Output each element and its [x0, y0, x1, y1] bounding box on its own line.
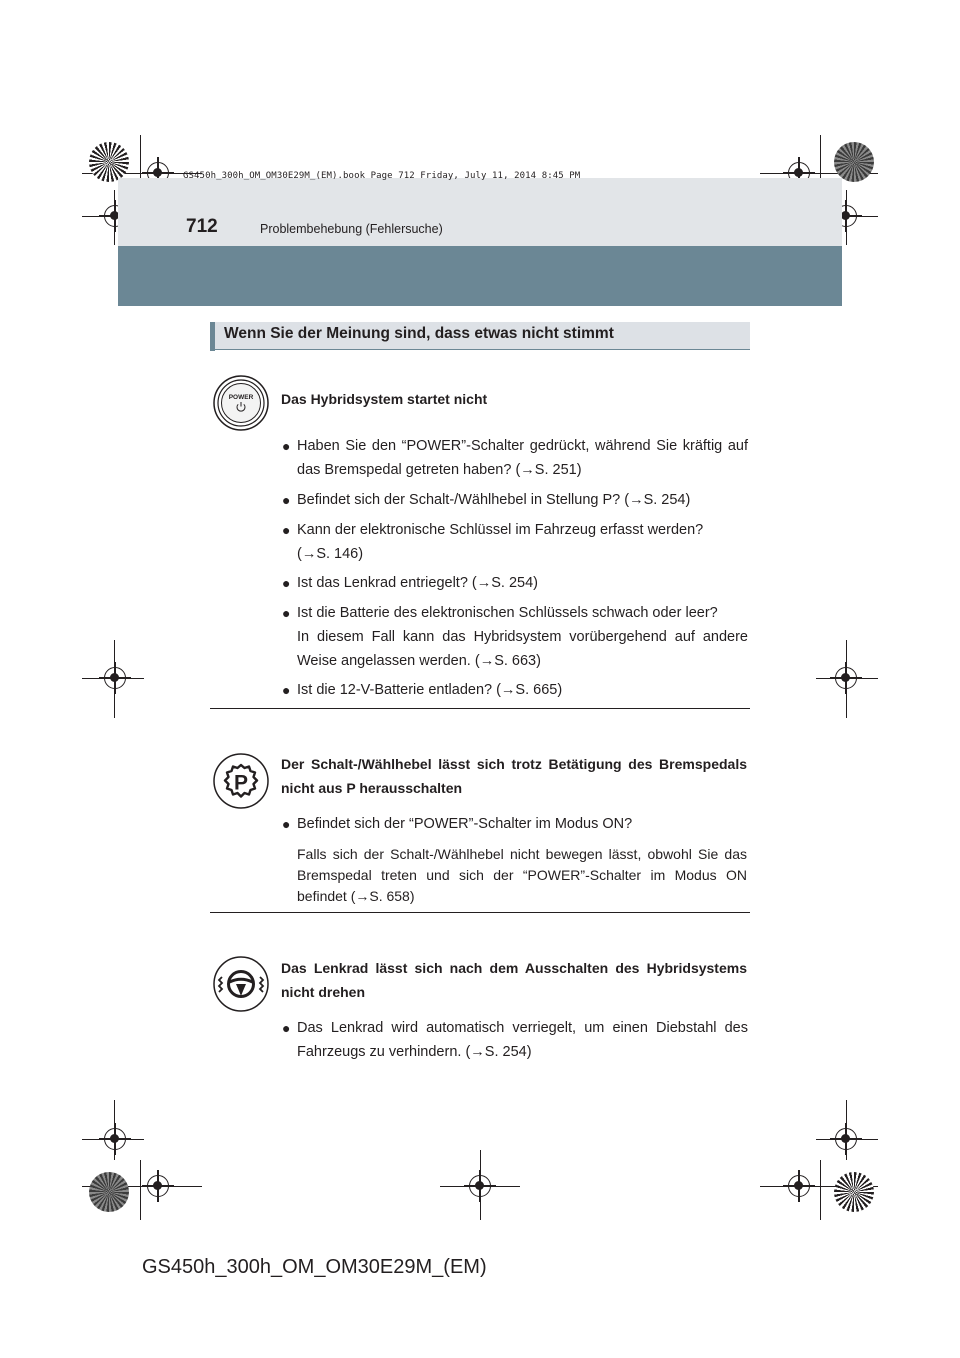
item-title: Der Schalt-/Wählhebel lässt sich trotz Betätigung des Bremspedals nicht aus P herausschalten — [281, 756, 747, 796]
bullet-icon: ● — [282, 682, 291, 698]
bullet-text: Ist die Batterie des elektronischen Schlüssels schwach oder leer? — [297, 605, 718, 621]
item-title: Das Lenkrad lässt sich nach dem Ausschalten des Hybridsystems nicht drehen — [281, 960, 747, 1000]
bullet-icon: ● — [282, 605, 291, 621]
list-item — [282, 678, 748, 702]
registration-cross-icon — [469, 1175, 491, 1197]
bullet-text: Haben Sie den “POWER”-Schalter gedrückt, während Sie kräftig auf das Bremspedal getreten haben? (→S. 251) — [297, 438, 748, 478]
divider — [210, 708, 750, 709]
list-item — [282, 488, 748, 512]
registration-cross-icon — [788, 1175, 810, 1197]
list-item — [282, 571, 748, 595]
bullet-text: Das Lenkrad wird automatisch verriegelt, um einen Diebstahl des Fahrzeugs zu verhindern. (→S. 254) — [297, 1020, 748, 1060]
bullet-text: Befindet sich der “POWER”-Schalter im Modus ON? — [297, 816, 633, 832]
bullet-text: Kann der elektronische Schlüssel im Fahrzeug erfasst werden? (→S. 146) — [297, 522, 704, 562]
registration-cross-icon — [835, 667, 857, 689]
park-gear-icon — [212, 752, 270, 810]
section-heading: Wenn Sie der Meinung sind, dass etwas nicht stimmt — [224, 325, 614, 342]
registration-cross-icon — [104, 1128, 126, 1150]
bullet-icon: ● — [282, 492, 291, 508]
bullet-icon: ● — [282, 522, 291, 538]
book-file-info: GS450h_300h_OM_OM30E29M_(EM).book Page 712 Friday, July 11, 2014 8:45 PM — [183, 171, 581, 181]
page-header-stripe — [118, 246, 842, 306]
bullet-icon: ● — [282, 816, 291, 832]
item-title: Das Hybridsystem startet nicht — [281, 391, 488, 407]
park-label: P — [233, 771, 249, 795]
bullet-text: Befindet sich der Schalt-/Wählhebel in Stellung P? (→S. 254) — [297, 492, 691, 508]
bullet-icon: ● — [282, 575, 291, 591]
registration-cross-icon — [147, 1175, 169, 1197]
registration-star-icon — [89, 142, 129, 182]
crop-line — [820, 1160, 821, 1220]
steering-lock-icon — [212, 955, 270, 1013]
registration-star-icon — [834, 142, 874, 182]
registration-star-icon — [834, 1172, 874, 1212]
registration-cross-icon — [104, 667, 126, 689]
list-item — [282, 518, 748, 566]
list-item — [282, 434, 748, 482]
document-code: GS450h_300h_OM_OM30E29M_(EM) — [142, 1256, 487, 1278]
list-item — [282, 812, 748, 836]
registration-cross-icon — [835, 1128, 857, 1150]
power-button-icon — [212, 374, 270, 432]
bullet-text: Ist das Lenkrad entriegelt? (→S. 254) — [297, 575, 538, 591]
power-label: POWER — [228, 394, 254, 401]
bullet-icon: ● — [282, 1020, 291, 1036]
divider — [210, 912, 750, 913]
chapter-title: Problembehebung (Fehlersuche) — [260, 222, 443, 236]
page-header-band — [118, 178, 842, 246]
bullet-text: Ist die 12-V-Batterie entladen? (→S. 665) — [297, 682, 563, 698]
note-text: Falls sich der Schalt-/Wählhebel nicht bewegen lässt, obwohl Sie das Bremspedal treten und sich der “POWER”-Schalter im Modus ON befindet (→S. 658) — [297, 846, 747, 904]
bullet-continuation: In diesem Fall kann das Hybridsystem vorübergehend auf andere Weise angelassen werden. (→S. 663) — [297, 629, 748, 669]
bullet-icon: ● — [282, 438, 291, 454]
page-number: 712 — [186, 216, 218, 237]
crop-line — [140, 1160, 141, 1220]
registration-star-icon — [89, 1172, 129, 1212]
list-item — [282, 1016, 748, 1064]
list-item — [282, 601, 748, 673]
